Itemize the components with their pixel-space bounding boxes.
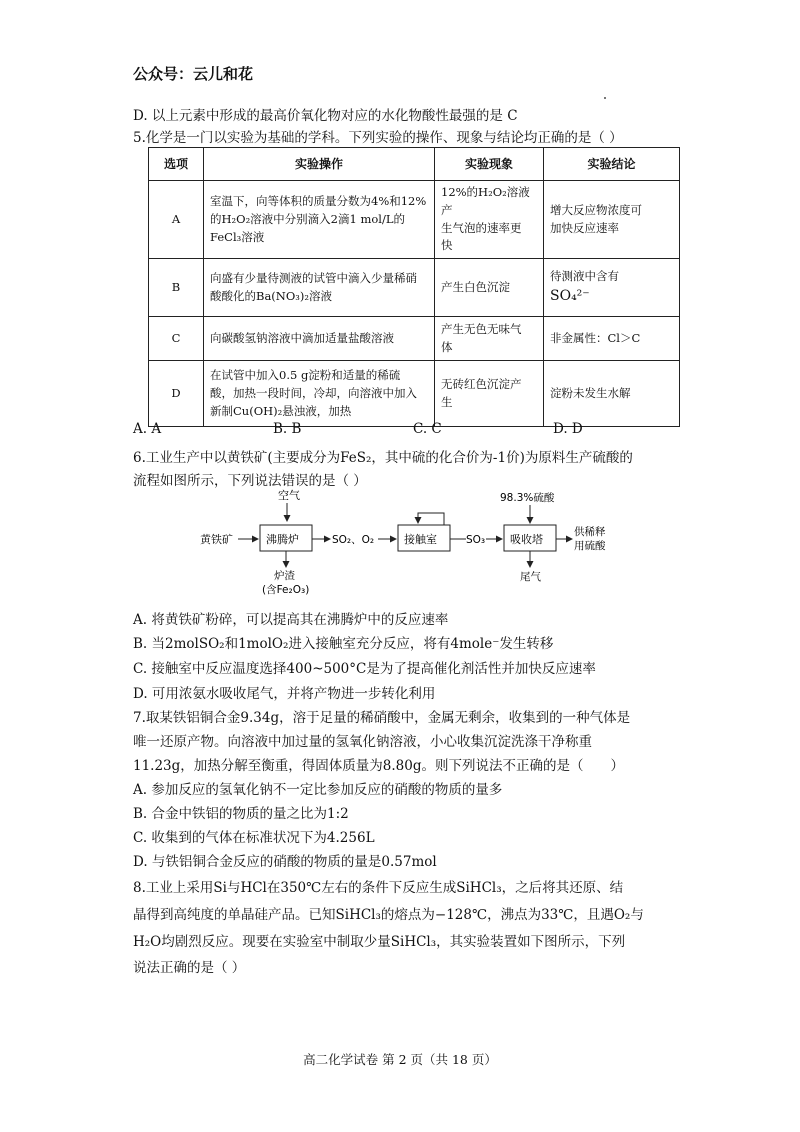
cell-line: 淀粉未发生水解 bbox=[550, 385, 631, 400]
row-option: C bbox=[149, 317, 204, 361]
q7-option-b: B. 合金中铁铝的物质的量之比为1:2 bbox=[133, 806, 349, 822]
row-operation bbox=[204, 317, 435, 361]
cell-line: 非金属性：Cl＞C bbox=[550, 330, 641, 345]
cell-line: 待测液中含有 bbox=[550, 269, 619, 283]
row-operation bbox=[204, 361, 435, 427]
label-gases: SO₂、O₂ bbox=[332, 534, 375, 546]
col-operation: 实验操作 bbox=[204, 148, 435, 181]
row-phenomenon bbox=[435, 181, 544, 259]
cell-line: 体 bbox=[441, 339, 453, 354]
row-option: D bbox=[149, 361, 204, 427]
cell-line: 酸，加热一段时间，冷却，向溶液中加入 bbox=[210, 385, 417, 400]
cell-line: 新制Cu(OH)₂悬浊液，加热 bbox=[210, 403, 352, 418]
cell-line: 生气泡的速率更 bbox=[441, 220, 522, 235]
label-absorber: 吸收塔 bbox=[510, 533, 543, 546]
row-phenomenon bbox=[435, 317, 544, 361]
label-slag-1: 炉渣 bbox=[274, 570, 295, 582]
sulfuric-acid-flow-diagram bbox=[200, 483, 620, 603]
q6-stem-line1: 6.工业生产中以黄铁矿(主要成分为FeS₂，其中硫的化合价为-1价)为原料生产硫酸的 bbox=[133, 450, 633, 466]
table-row bbox=[149, 259, 680, 317]
cell-line: 无砖红色沉淀产 bbox=[441, 376, 522, 391]
q5-choice-d: D. D bbox=[553, 421, 583, 437]
cell-line: 在试管中加入0.5 g淀粉和适量的稀硫 bbox=[210, 368, 401, 383]
cell-line: 增大反应物浓度可 bbox=[550, 202, 642, 217]
q5-stem: 5.化学是一门以实验为基础的学科。下列实验的操作、现象与结论均正确的是（ ） bbox=[133, 130, 623, 146]
page-footer: 高二化学试卷 第 2 页（共 18 页） bbox=[303, 1052, 497, 1067]
label-product-2: 用硫酸 bbox=[574, 540, 606, 552]
table-row bbox=[149, 361, 680, 427]
q4-option-d: D. 以上元素中形成的最高价氧化物对应的水化物酸性最强的是 C bbox=[133, 108, 518, 124]
q5-choice-b: B. B bbox=[273, 421, 302, 437]
q8-stem-line2: 晶得到高纯度的单晶硅产品。已知SiHCl₃的熔点为−128℃，沸点为33℃，且遇O₂与 bbox=[133, 907, 644, 923]
cell-line: 酸酸化的Ba(NO₃)₂溶液 bbox=[210, 288, 332, 303]
cell-line: 室温下，向等体积的质量分数为4%和12% bbox=[210, 193, 427, 208]
speck bbox=[604, 97, 606, 99]
q5-choice-a: A. A bbox=[133, 421, 162, 437]
col-option: 选项 bbox=[149, 148, 204, 181]
label-acid98: 98.3%硫酸 bbox=[500, 492, 555, 504]
table-header-row bbox=[149, 148, 680, 181]
cell-line: 的H₂O₂溶液中分别滴入2滴1 mol/L的 bbox=[210, 211, 405, 226]
cell-line: SO₄²⁻ bbox=[550, 287, 590, 304]
q7-option-a: A. 参加反应的氢氧化钠不一定比参加反应的硝酸的物质的量多 bbox=[133, 782, 503, 798]
cell-line: 产生白色沉淀 bbox=[441, 279, 510, 294]
cell-line: 向碳酸氢钠溶液中滴加适量盐酸溶液 bbox=[210, 330, 394, 345]
q5-choice-c: C. C bbox=[413, 421, 442, 437]
q6-option-c: C. 接触室中反应温度选择400~500°C是为了提高催化剂活性并加快反应速率 bbox=[133, 661, 596, 677]
q6-stem-line2: 流程如图所示，下列说法错误的是（ ） bbox=[133, 473, 367, 489]
q6-option-d: D. 可用浓氨水吸收尾气，并将产物进一步转化利用 bbox=[133, 686, 436, 702]
label-tail: 尾气 bbox=[520, 571, 541, 583]
q6-option-a: A. 将黄铁矿粉碎，可以提高其在沸腾炉中的反应速率 bbox=[133, 612, 449, 628]
row-option: A bbox=[149, 181, 204, 259]
row-conclusion bbox=[544, 317, 680, 361]
label-air: 空气 bbox=[278, 489, 300, 502]
label-furnace: 沸腾炉 bbox=[266, 533, 299, 546]
row-operation bbox=[204, 181, 435, 259]
row-operation bbox=[204, 259, 435, 317]
arrow-recycle bbox=[418, 513, 444, 525]
cell-line: 向盛有少量待测液的试管中滴入少量稀硝 bbox=[210, 270, 417, 285]
cell-line: 加快反应速率 bbox=[550, 220, 619, 235]
label-slag-2: (含Fe₂O₃) bbox=[262, 584, 310, 596]
row-conclusion bbox=[544, 259, 680, 317]
label-contact: 接触室 bbox=[404, 533, 437, 546]
q8-stem-line3: H₂O均剧烈反应。现要在实验室中制取少量SiHCl₃，其实验装置如下图所示，下列 bbox=[133, 934, 626, 950]
col-conclusion: 实验结论 bbox=[544, 148, 680, 181]
cell-line: FeCl₃溶液 bbox=[210, 229, 265, 244]
q6-option-b: B. 当2molSO₂和1molO₂进入接触室充分反应，将有4mole⁻发生转移 bbox=[133, 636, 554, 652]
q8-stem-line1: 8.工业上采用Si与HCl在350℃左右的条件下反应生成SiHCl₃，之后将其还原、结 bbox=[133, 880, 624, 896]
q7-option-c: C. 收集到的气体在标准状况下为4.256L bbox=[133, 830, 375, 846]
label-ore: 黄铁矿 bbox=[200, 533, 233, 546]
q8-stem-line4: 说法正确的是（ ） bbox=[133, 960, 246, 976]
cell-line: 产生无色无味气 bbox=[441, 321, 522, 336]
label-so3: SO₃ bbox=[466, 534, 486, 546]
cell-line: 12%的H₂O₂溶液产 bbox=[441, 185, 530, 217]
table-row bbox=[149, 181, 680, 259]
col-phenomenon: 实验现象 bbox=[435, 148, 544, 181]
table-row bbox=[149, 317, 680, 361]
q7-option-d: D. 与铁铝铜合金反应的硝酸的物质的量是0.57mol bbox=[133, 854, 437, 870]
row-option: B bbox=[149, 259, 204, 317]
cell-line: 生 bbox=[441, 394, 453, 409]
label-product-1: 供稀释 bbox=[574, 526, 606, 538]
cell-line: 快 bbox=[441, 238, 453, 253]
row-conclusion bbox=[544, 361, 680, 427]
header-watermark: 公众号：云儿和花 bbox=[133, 65, 254, 83]
q5-table bbox=[148, 147, 680, 427]
q7-stem-line1: 7.取某铁铝铜合金9.34g，溶于足量的稀硝酸中，金属无剩余，收集到的一种气体是 bbox=[133, 710, 631, 726]
row-phenomenon bbox=[435, 361, 544, 427]
row-conclusion bbox=[544, 181, 680, 259]
row-phenomenon bbox=[435, 259, 544, 317]
q7-stem-line3: 11.23g，加热分解至衡重，得固体质量为8.80g。则下列说法不正确的是（ ） bbox=[133, 758, 624, 774]
q7-stem-line2: 唯一还原产物。向溶液中加过量的氢氧化钠溶液，小心收集沉淀洗涤干净称重 bbox=[133, 734, 592, 750]
